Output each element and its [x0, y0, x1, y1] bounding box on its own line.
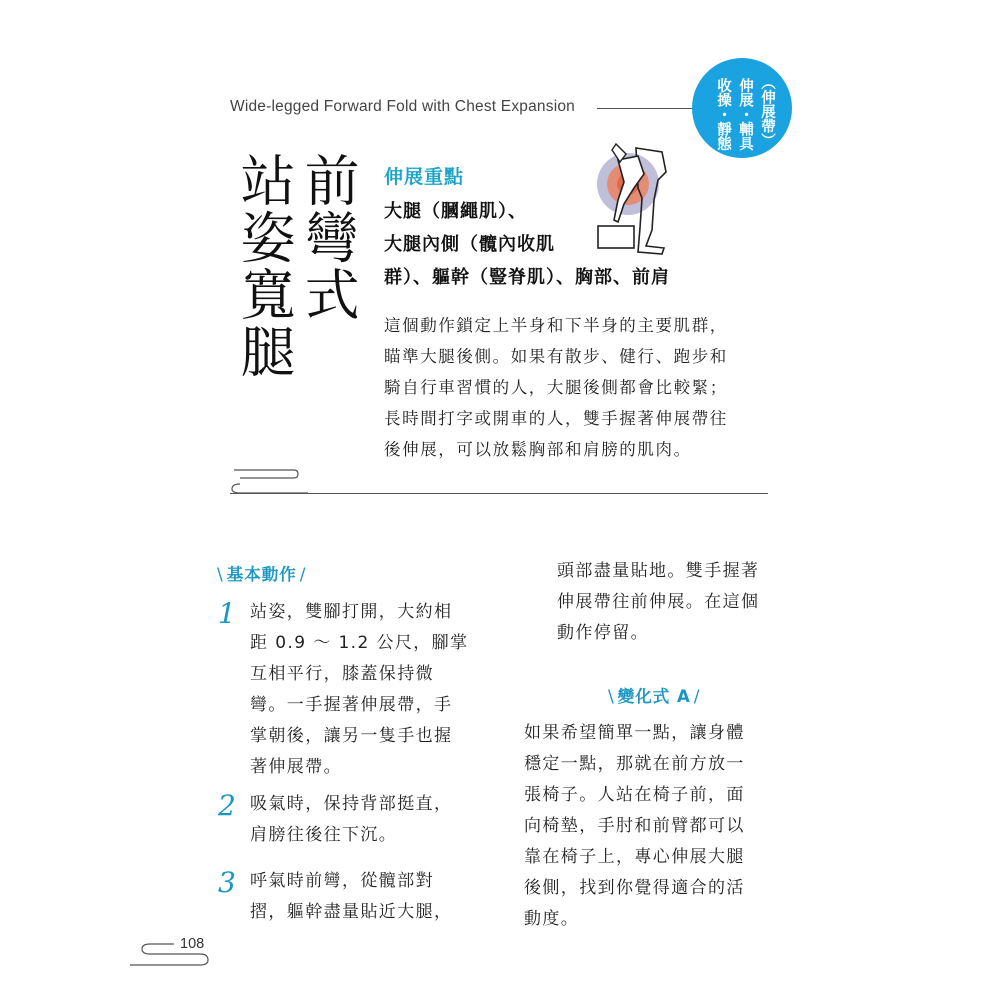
description-line: 長時間打字或開車的人，雙手握著伸展帶往 [384, 409, 728, 428]
variation-line: 穩定一點，那就在前方放一 [524, 754, 745, 774]
badge-column-1: （伸展帶） [759, 75, 775, 148]
variation-a-heading [605, 683, 703, 707]
step-line: 肩膀往後往下沉。 [250, 825, 398, 845]
description-line: 騎自行車習慣的人，大腿後側都會比較緊； [384, 378, 728, 397]
variation-line: 張椅子。人站在椅子前，面 [524, 785, 745, 805]
description-line: 這個動作鎖定上半身和下半身的主要肌群， [384, 316, 728, 335]
divider-ornament [228, 462, 308, 502]
step-line: 摺，軀幹盡量貼近大腿， [250, 902, 453, 922]
variation-a-text [524, 718, 745, 935]
step-line: 互相平行，膝蓋保持微 [250, 664, 434, 684]
slash-left: \ [608, 687, 615, 707]
subtitle-english: Wide-legged Forward Fold with Chest Expansion [230, 98, 575, 115]
basic-heading-label: 基本動作 [226, 565, 297, 584]
step-line: 掌朝後，讓另一隻手也握 [250, 726, 453, 746]
leg-stretch-illustration [584, 138, 704, 263]
description-line: 後伸展，可以放鬆胸部和肩膀的肌肉。 [384, 440, 692, 459]
focus-heading: 伸展重點 [384, 166, 465, 188]
page-title-column-1: 前彎式 [295, 152, 360, 323]
continued-line: 動作停留。 [557, 623, 649, 643]
step-number: 2 [218, 789, 236, 822]
continued-line: 頭部盡量貼地。雙手握著 [557, 561, 760, 581]
step-line: 呼氣時前彎，從髖部對 [250, 871, 434, 891]
step-number: 1 [218, 597, 236, 630]
badge-column-3: 收操・靜態 [715, 78, 731, 151]
variation-line: 動度。 [524, 909, 580, 929]
step-line: 著伸展帶。 [250, 757, 342, 777]
step-3-continued [557, 556, 759, 649]
category-badge [692, 58, 792, 158]
badge-column-2: 伸展・輔具 [737, 78, 753, 151]
focus-line: 群）、軀幹（豎脊肌）、胸部、前肩 [384, 267, 670, 288]
step-line: 站姿，雙腳打開，大約相 [250, 602, 453, 622]
variation-a-label: 變化式 A [617, 687, 691, 706]
step-line: 距 0.9 ～ 1.2 公尺，腳掌 [250, 633, 469, 653]
focus-line: 大腿（膕繩肌）、 [384, 201, 527, 222]
step-line: 彎。一手握著伸展帶，手 [250, 695, 453, 715]
continued-line: 伸展帶往前伸展。在這個 [557, 592, 760, 612]
step-text [250, 789, 490, 851]
section-divider [230, 493, 768, 494]
variation-line: 向椅墊，手肘和前臂都可以 [524, 816, 745, 836]
page-number: 108 [180, 936, 205, 952]
footer-ornament [128, 934, 218, 976]
step-text [250, 597, 490, 783]
basic-heading [214, 561, 309, 585]
variation-line: 靠在椅子上，專心伸展大腿 [524, 847, 745, 867]
slash-right: / [299, 565, 307, 585]
focus-line: 大腿內側（髖內收肌 [384, 234, 555, 255]
step-number: 3 [218, 866, 236, 899]
variation-line: 後側，找到你覺得適合的活 [524, 878, 745, 898]
description [384, 310, 784, 465]
step-line: 吸氣時，保持背部挺直， [250, 794, 453, 814]
variation-line: 如果希望簡單一點，讓身體 [524, 723, 745, 743]
slash-right: / [693, 687, 701, 707]
slash-left: \ [217, 565, 224, 585]
page-title-column-2: 站姿寬腿 [231, 152, 296, 380]
description-line: 瞄準大腿後側。如果有散步、健行、跑步和 [384, 347, 728, 366]
step-text [250, 866, 490, 928]
